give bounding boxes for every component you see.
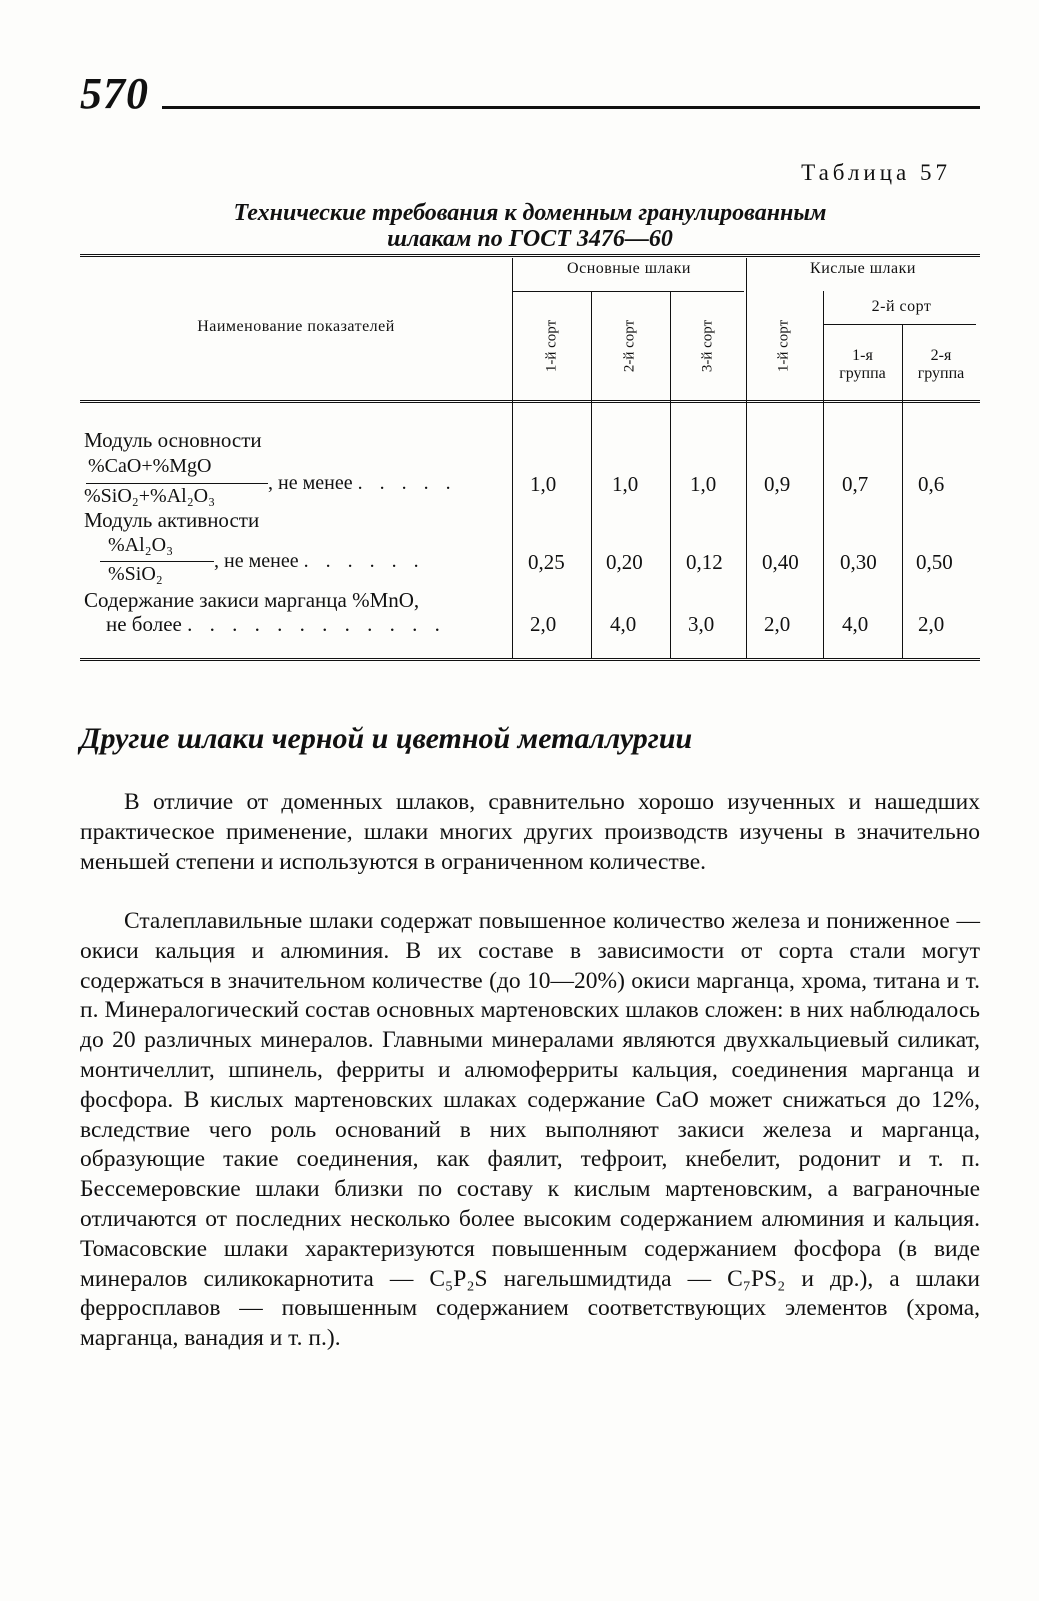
table-title-line2: шлакам по ГОСТ 3476—60 [387,226,673,252]
row2-value: 0,40 [762,550,799,574]
row1-value: 0,6 [918,472,945,496]
table-title [80,200,980,252]
col-name-header: Наименование показателей [197,318,395,335]
row2-value: 0,30 [840,550,877,574]
row3-value: 3,0 [688,612,715,636]
row1-denominator: %SiO₂+%Al₂O₃ [84,485,216,507]
acid-grade2-subrule [823,324,976,325]
row3-value: 2,0 [764,612,791,636]
page-header [80,68,980,118]
table-header-rule [80,400,980,406]
row1-fraction-bar [86,483,268,484]
acid-grade2-header: 2-й сорт [871,298,932,315]
table-label: Таблица 57 [801,160,951,185]
row2-fraction-bar [100,561,214,562]
col-divider [512,258,513,658]
row2-value: 0,12 [686,550,723,574]
row3-title: Содержание закиси марганца %MnO, [84,588,420,612]
row1-value: 1,0 [690,472,717,496]
row1-value: 1,0 [530,472,557,496]
row2-qualifier: , не менее . . . . . . [214,550,425,572]
row2-value: 0,25 [528,550,565,574]
grade-header-basic-1: 1-й сорт [543,319,560,373]
table-bottom-rule [80,658,980,664]
row1-value: 0,7 [842,472,869,496]
grade-header-acid-1: 1-й сорт [775,319,792,373]
grade-header-basic-2: 2-й сорт [621,319,638,373]
row3-value: 2,0 [918,612,945,636]
row2-denominator: %SiO₂ [108,563,163,585]
table-title-line1: Технические требования к доменным гранулированным [233,200,827,226]
group2-header: 2-я группа [917,347,965,382]
row3-value: 4,0 [842,612,869,636]
row1-title: Модуль основности [84,428,262,452]
group1-header: 1-я группа [839,347,886,382]
basic-slags-header: Основные шлаки [567,260,691,277]
row3-value: 4,0 [610,612,637,636]
col-divider [746,258,747,658]
basic-subrule [512,291,744,292]
header-rule [162,106,980,109]
row1-value: 1,0 [612,472,639,496]
row1-qualifier: , не менее . . . . . [268,472,457,494]
row2-value: 0,20 [606,550,643,574]
acid-slags-header: Кислые шлаки [810,260,916,277]
row3-line2: не более . . . . . . . . . . . . [106,612,446,636]
col-divider [591,291,592,658]
grade-header-basic-3: 3-й сорт [699,319,716,373]
col-divider [670,291,671,658]
paragraph-1: В отличие от доменных шлаков, сравнительно хорошо изученных и нашедших практическое применение, шлаки многих других производств изучены в значительно меньшей степени и используются в ограниченном количестве. [80,789,980,875]
row3-value: 2,0 [530,612,557,636]
row2-numerator: %Al₂O₃ [108,534,174,556]
paragraph-2: Сталеплавильные шлаки содержат повышенное количество железа и пониженное — окиси кальция и алюминия. В их составе в зависимости от сорта стали могут содержаться в значительном количестве (до 10—20%) окиси марганца, хрома, титана и т. п. Минералогический состав основных мартеновских шлаков сложен: в них наблюдалось до 20 различных минералов. Главными минералами являются двухкальциевый силикат, монтичеллит, шпинель, ферриты и алюмоферриты кальция, соединения марганца и фосфора. В кислых мартеновских шлаках содержание CaO может снижаться до 12%, вследствие чего роль оснований в них выполняют закиси железа и марганца, образующие такие соединения, как фаялит, тефроит, кнебелит, родонит и т. п. Бессемеровские шлаки близки по составу к кислым мартеновским, а ваграночные отличаются от последних несколько более высоким содержанием алюминия и кальция. Томасовские шлаки характеризуются повышенным содержанием фосфора (в виде минералов силикокарнотита — C₅P₂S нагельшмидтида — C₇PS₂ и др.), а шлаки ферросплавов — повышенным содержанием соответствующих элементов (хрома, марганца, ванадия и т. п.). [80,908,980,1352]
page-number: 570 [80,69,149,118]
requirements-table [80,254,980,666]
row1-value: 0,9 [764,472,791,496]
row2-value: 0,50 [916,550,953,574]
row2-title: Модуль активности [84,508,260,532]
row1-numerator: %CaO+%MgO [88,455,212,477]
section-title: Другие шлаки черной и цветной металлургии [80,722,693,755]
